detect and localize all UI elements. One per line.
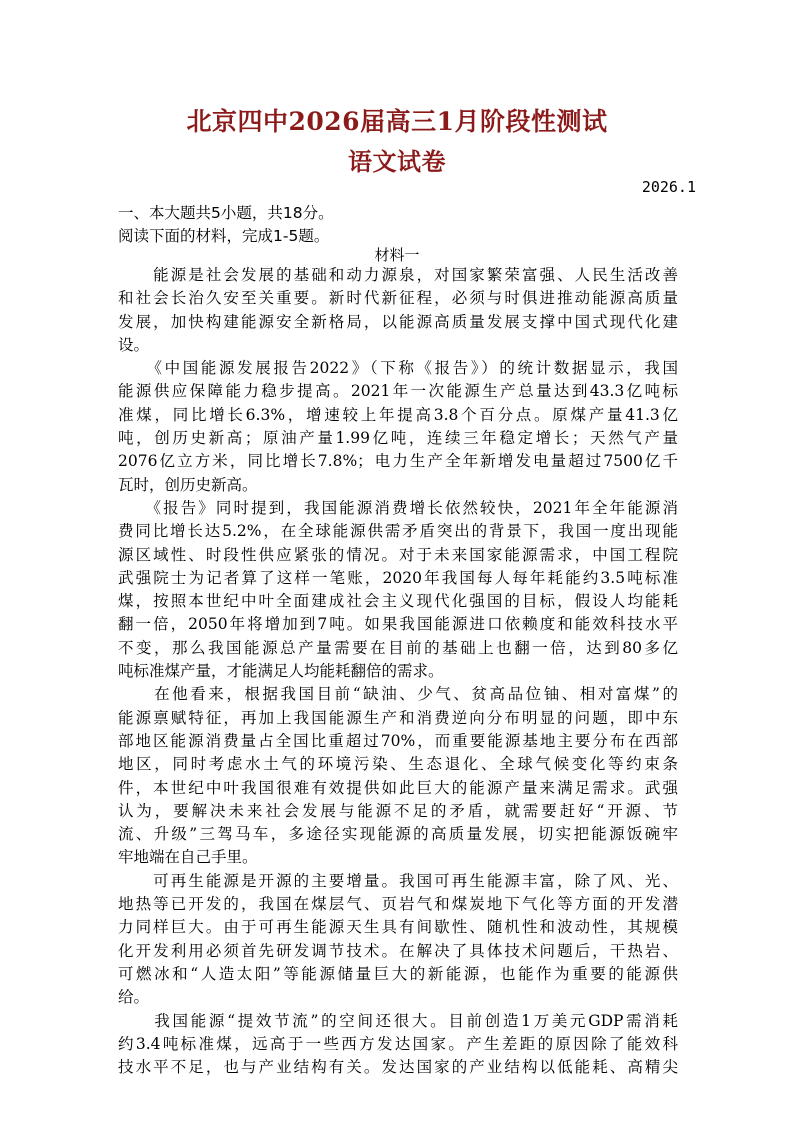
text-line: 地区，同时考虑水土气的环境污染、生态退化、全球气候变化等约束条 <box>118 755 678 774</box>
text-line: 技水平不足，也与产业结构有关。发达国家的产业结构以低能耗、高精尖 <box>118 1058 678 1077</box>
text-line: 源区域性、时段性供应紧张的情况。对于未来国家能源需求，中国工程院 <box>118 545 678 564</box>
text-line: 可燃冰和“人造太阳”等能源储量巨大的新能源，也能作为重要的能源供 <box>118 964 678 983</box>
text-line: 发展，加快构建能源安全新格局，以能源高质量发展支撑中国式现代化建 <box>118 312 678 331</box>
text-line: 2076亿立方米，同比增长7.8%；电力生产全年新增发电量超过7500亿千 <box>118 452 678 471</box>
text-line: 吨标准煤产量，才能满足人均能耗翻倍的需求。 <box>118 662 444 681</box>
text-line: 流、升级”三驾马车，多途径实现能源的高质量发展，切实把能源饭碗牢 <box>118 825 678 844</box>
text-line: 我国能源“提效节流”的空间还很大。目前创造1万美元GDP需消耗 <box>118 1011 678 1030</box>
page-subtitle: 语文试卷 <box>348 147 446 176</box>
text-line: 可再生能源是开源的主要增量。我国可再生能源丰富，除了风、光、 <box>118 871 678 890</box>
text-line: 部地区能源消费量占全国比重超过70%，而重要能源基地主要分布在西部 <box>118 731 678 750</box>
material-title: 材料一 <box>374 246 420 264</box>
text-line: 给。 <box>118 988 150 1007</box>
text-line: 瓦时，创历史新高。 <box>118 475 258 494</box>
text-line: 设。 <box>118 335 150 354</box>
text-line: 件，本世纪中叶我国很难有效提供如此巨大的能源产量来满足需求。武强 <box>118 778 678 797</box>
material-body <box>118 264 678 1079</box>
text-line: 能源是社会发展的基础和动力源泉，对国家繁荣富强、人民生活改善 <box>118 266 678 284</box>
text-line: 能源禀赋特征，再加上我国能源生产和消费逆向分布明显的问题，即中东 <box>118 708 678 727</box>
text-line: 和社会长治久安至关重要。新时代新征程，必须与时俱进推动能源高质量 <box>118 289 678 308</box>
text-line: 牢地端在自己手里。 <box>118 848 258 867</box>
section-heading: 一、本大题共5小题，共18分。 <box>118 204 334 222</box>
text-line: 吨，创历史新高；原油产量1.99亿吨，连续三年稳定增长；天然气产量 <box>118 429 678 448</box>
text-line: 在他看来，根据我国目前“缺油、少气、贫高品位铀、相对富煤”的 <box>118 685 678 704</box>
text-line: 约3.4吨标准煤，远高于一些西方发达国家。产生差距的原因除了能效科 <box>118 1034 678 1053</box>
text-line: 化开发利用必须首先研发调节技术。在解决了具体技术问题后，干热岩、 <box>118 941 678 960</box>
text-line: 翻一倍，2050年将增加到7吨。如果我国能源进口依赖度和能效科技水平 <box>118 615 678 634</box>
text-line: 《中国能源发展报告2022》（下称《报告》）的统计数据显示，我国 <box>118 359 678 378</box>
text-line: 费同比增长达5.2%，在全球能源供需矛盾突出的背景下，我国一度出现能 <box>118 522 678 541</box>
text-line: 武强院士为记者算了这样一笔账，2020年我国每人每年耗能约3.5吨标准 <box>118 568 678 587</box>
exam-date: 2026.1 <box>641 178 696 196</box>
text-line: 《报告》同时提到，我国能源消费增长依然较快，2021年全年能源消 <box>118 498 678 517</box>
text-line: 地热等已开发的，我国在煤层气、页岩气和煤炭地下气化等方面的开发潜 <box>118 895 678 914</box>
text-line: 认为，要解决未来社会发展与能源不足的矛盾，就需要赶好“开源、节 <box>118 801 678 820</box>
text-line: 煤，按照本世纪中叶全面建成社会主义现代化强国的目标，假设人均能耗 <box>118 592 678 611</box>
text-line: 力同样巨大。由于可再生能源天生具有间歇性、随机性和波动性，其规模 <box>118 918 678 937</box>
section-instruction: 阅读下面的材料，完成1-5题。 <box>118 227 330 245</box>
page-title: 北京四中2026届高三1月阶段性测试 <box>186 107 608 136</box>
text-line: 准煤，同比增长6.3%，增速较上年提高3.8个百分点。原煤产量41.3亿 <box>118 405 678 424</box>
text-line: 不变，那么我国能源总产量需要在目前的基础上也翻一倍，达到80多亿 <box>118 638 678 657</box>
text-line: 能源供应保障能力稳步提高。2021年一次能源生产总量达到43.3亿吨标 <box>118 382 678 401</box>
